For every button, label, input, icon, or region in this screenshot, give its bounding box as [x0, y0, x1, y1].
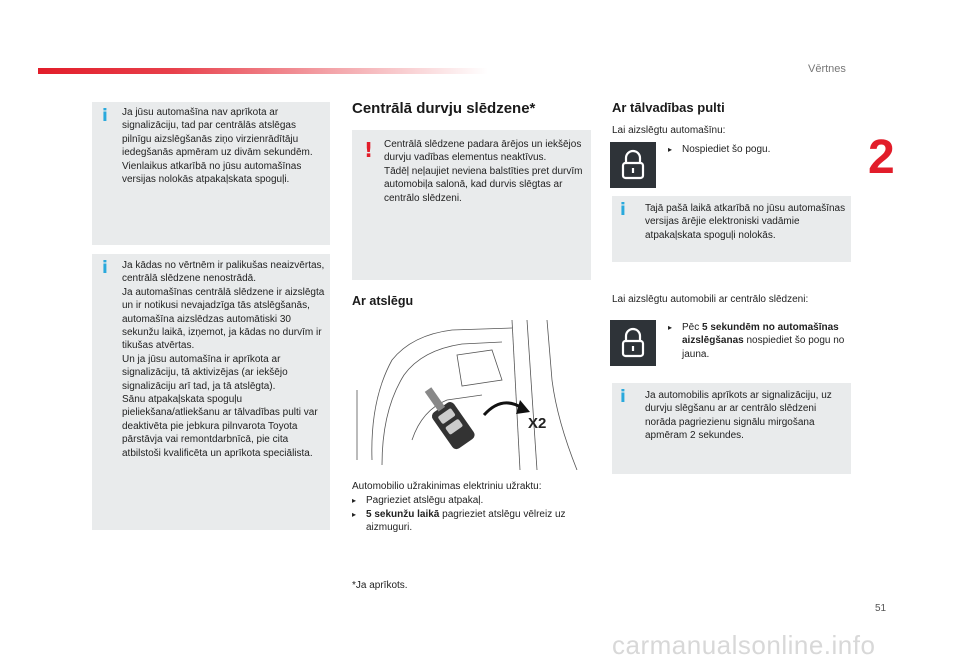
- header-accent-bar: [38, 68, 488, 74]
- remote-intro-lock: Lai aizslēgtu automašīnu:: [612, 125, 726, 136]
- chapter-number: 2: [868, 131, 895, 184]
- warning-icon: !: [364, 138, 374, 162]
- bullet-icon: ▸: [352, 496, 357, 505]
- illustration-label: X2: [528, 415, 547, 432]
- step-emphasis: 5 sekundēm no automašīnas aizslēgšanas: [682, 322, 839, 347]
- key-instructions-intro: Automobilio užrakinimas elektriniu užraktu:: [352, 481, 542, 492]
- footnote: *Ja aprīkots.: [352, 580, 408, 591]
- info-box-doors-note: [92, 254, 330, 530]
- info-note-text: Ja kādas no vērtnēm ir palikušas neaizvērtas, centrālā slēdzene nenostrādā. Ja automašīnas centrālā slēdzene ir aizslēgta un ir notikusi nevajadzīga tās atslēgšanās, automašīna aizslēdzas automātiski 30 sekunžu laikā, izņemot, ja kādas no durvīm ir tikušas atvērtas. Un ja jūsu automašīna ir aprīkota ar signalizāciju, tā aktivizējas (ar iekšējo signalizāciju arī tad, ja tā atslēgta). Sānu atpakaļskata spoguļu pieliekšana/atliekšanu ar tālvadības pulti var deaktivēta pie jebkura pilnvarota Toyota pārstāvja vai remontdarbnīcā, pie cita atbilstoši kvalificēta un aprīkota speciālista.: [122, 260, 325, 459]
- bullet-icon: ▸: [352, 510, 357, 519]
- bullet-icon: ▸: [668, 323, 673, 332]
- remote-intro-central: Lai aizslēgtu automobili ar centrālo slēdzeni:: [612, 294, 809, 305]
- section-title: Vērtnes: [808, 63, 846, 75]
- subsection-heading-key: Ar atslēgu: [352, 294, 414, 308]
- warning-box: [352, 130, 591, 280]
- remote-step-b: ▸ Pēc 5 sekundēm no automašīnas aizslēgšanas nospiediet šo pogu no jauna.: [668, 322, 845, 360]
- lock-button-icon: [610, 320, 656, 366]
- section-heading-central-locking: Centrālā durvju slēdzene*: [352, 100, 536, 117]
- info-icon: i: [620, 387, 626, 407]
- remote-step-a: ▸ Nospiediet šo pogu.: [668, 144, 771, 155]
- bullet-icon: ▸: [668, 145, 673, 154]
- lock-button-icon: [610, 142, 656, 188]
- key-fob-icon: [417, 382, 476, 451]
- section-heading-remote: Ar tālvadības pulti: [612, 100, 725, 115]
- info-box-signal-note: [92, 102, 330, 245]
- warning-text: Centrālā slēdzene padara ārējos un iekšējos durvju vadības elementus neaktīvus. Tādēļ neļaujiet neviena balstīties pret durvīm automobiļa salonā, kad durvis slēgtas ar centrālo slēdzeni.: [384, 139, 583, 204]
- key-turn-illustration: [352, 320, 592, 470]
- info-note-text: Ja automobilis aprīkots ar signalizāciju, uz durvju slēgšanu ar ar centrālo slēdzeni norāda pagriezienu signālu mirgošana apmēram 2 sekundes.: [645, 390, 832, 442]
- info-icon: i: [102, 106, 108, 126]
- step-emphasis: 5 sekunžu laikā: [366, 509, 440, 520]
- info-note-text: Ja jūsu automašīna nav aprīkota ar signalizāciju, tad par centrālās atslēgas pilnīgu aizslēgšanās ziņo virzienrādītāju iedegšanās apmēram uz divām sekundēm. Vienlaikus atkarībā no jūsu automašīnas versijas nolokās atpakaļskata spoguļi.: [122, 107, 313, 186]
- key-step-2: ▸ 5 sekunžu laikā pagrieziet atslēgu vēlreiz uz aizmuguri.: [352, 509, 566, 534]
- info-box-alarm: [612, 383, 851, 474]
- key-step-1: ▸ Pagrieziet atslēgu atpakaļ.: [352, 495, 484, 506]
- info-icon: i: [102, 258, 108, 278]
- page-number: 51: [875, 603, 887, 614]
- info-icon: i: [620, 200, 626, 220]
- info-box-mirrors: [612, 196, 851, 262]
- watermark-text: carmanualsonline.info: [612, 630, 876, 660]
- info-note-text: Tajā pašā laikā atkarībā no jūsu automašīnas versijas ārējie elektroniski vadāmie atpakaļskata spoguļi nolokās.: [645, 203, 846, 241]
